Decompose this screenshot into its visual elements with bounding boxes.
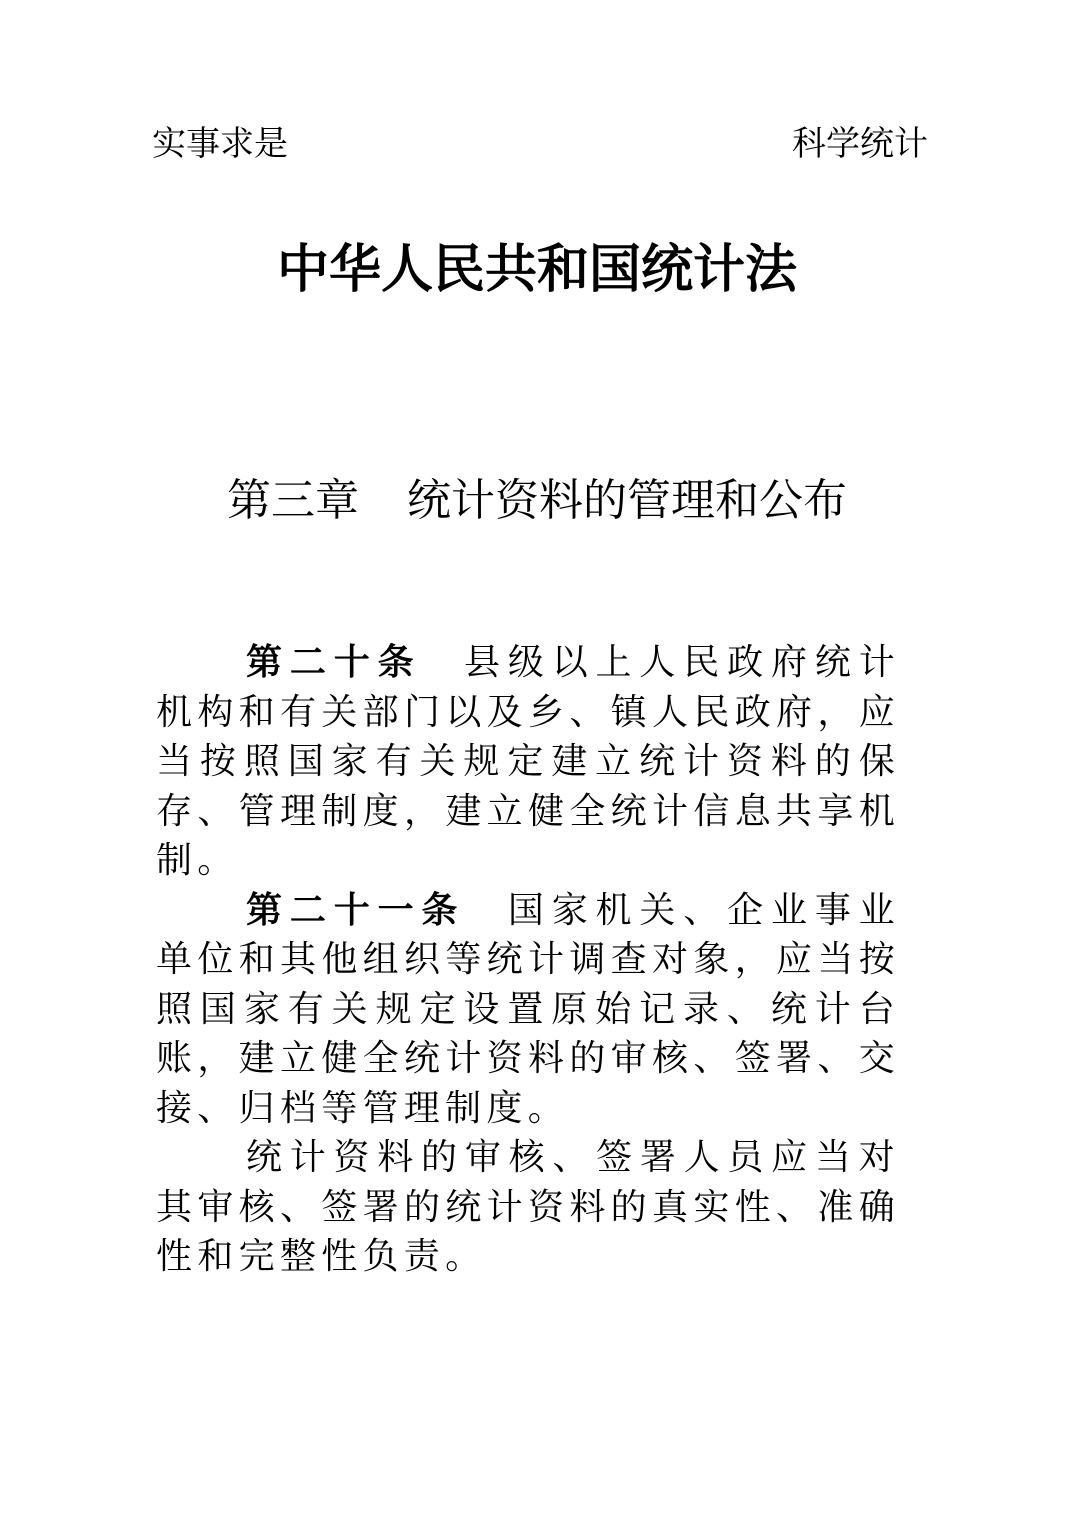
article-21 [156,886,900,1134]
chapter-number: 第三章 [227,475,359,526]
chapter-body [156,638,900,1282]
article-21-paragraph-2: 统计资料的审核、签署人员应当对其审核、签署的统计资料的真实性、准确性和完整性负责。 [156,1137,900,1277]
document-title: 中华人民共和国统计法 [276,239,797,300]
article-text: 国家机关、企业事业单位和其他组织等统计调查对象，应当按照国家有关规定设置原始记录、统计台账，建立健全统计资料的审核、签署、交接、归档等管理制度。 [156,889,900,1129]
chapter-heading [0,470,1074,532]
article-text: 县级以上人民政府统计机构和有关部门以及乡、镇人民政府，应当按照国家有关规定建立统计资料的保存、管理制度，建立健全统计信息共享机制。 [156,642,900,881]
article-20 [156,638,900,886]
article-label: 第二十条 [246,641,422,683]
header-motto-left: 实事求是 [152,124,288,164]
chapter-name: 统计资料的管理和公布 [407,475,847,526]
header-motto-right: 科学统计 [792,124,928,164]
article-label: 第二十一条 [246,888,466,931]
